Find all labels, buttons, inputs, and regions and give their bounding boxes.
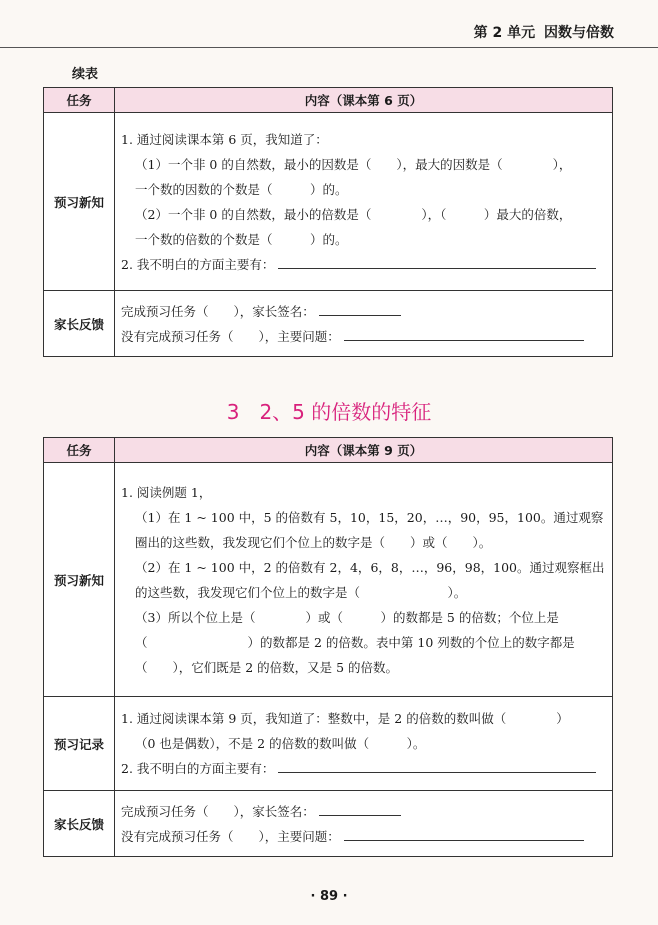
- question-text: 2. 我不明白的方面主要有：: [121, 256, 275, 272]
- signature-blank[interactable]: [319, 801, 401, 816]
- text-line: （1）一个非 0 的自然数，最小的因数是（ ），最大的因数是（ ），: [135, 156, 572, 172]
- text-line: 的这些数，我发现它们个位上的数字是（ ）。: [135, 584, 467, 600]
- row-label-record: 预习记录: [44, 697, 115, 791]
- row-label-preview: 预习新知: [44, 463, 115, 697]
- text-line: 一个数的倍数的个数是（ ）的。: [135, 231, 348, 247]
- unit-number: 第 2 单元: [473, 25, 536, 41]
- col-header-content: 内容（课本第 6 页）: [115, 88, 613, 113]
- text-line: 1. 阅读例题 1，: [121, 484, 212, 500]
- feedback-line: [121, 299, 606, 324]
- text-line: （ ），它们既是 2 的倍数，又是 5 的倍数。: [135, 659, 399, 675]
- continued-label: 续表: [72, 67, 99, 82]
- text-line: （3）所以个位上是（ ）或（ ）的数都是 5 的倍数；个位上是: [135, 609, 559, 625]
- text-line: 圈出的这些数，我发现它们个位上的数字是（ ）或（ ）。: [135, 534, 492, 550]
- page-header: [470, 22, 614, 42]
- preview-table-2: [43, 437, 613, 857]
- feedback-content: [115, 791, 613, 857]
- feedback-line: [121, 799, 606, 824]
- feedback-text: 完成预习任务（ ），家长签名：: [121, 803, 315, 819]
- row-label-feedback: 家长反馈: [44, 291, 115, 357]
- header-rule: [0, 47, 658, 48]
- feedback-line: [121, 824, 606, 849]
- text-line: 1. 通过阅读课本第 6 页，我知道了：: [121, 131, 328, 147]
- answer-blank[interactable]: [278, 758, 596, 773]
- question-text: 2. 我不明白的方面主要有：: [121, 761, 275, 776]
- col-header-task: 任务: [44, 438, 115, 463]
- signature-blank[interactable]: [319, 301, 401, 316]
- page-number: · 89 ·: [310, 889, 348, 904]
- unit-title: 因数与倍数: [544, 25, 614, 41]
- text-line: （2）一个非 0 的自然数，最小的倍数是（ ），（ ）最大的倍数，: [135, 206, 572, 222]
- text-line: 1. 通过阅读课本第 9 页，我知道了：整数中，是 2 的倍数的数叫做（ ）: [121, 711, 569, 726]
- feedback-line: [121, 324, 606, 349]
- answer-blank[interactable]: [278, 254, 596, 269]
- question-line: [121, 756, 606, 781]
- text-line: （2）在 1 ~ 100 中，2 的倍数有 2，4，6，8，…，96，98，100。通过观察框出: [135, 559, 605, 575]
- preview-content: [115, 463, 613, 697]
- text-line: （1）在 1 ~ 100 中，5 的倍数有 5，10，15，20，…，90，95，100。通过观察: [135, 509, 604, 525]
- feedback-content: [115, 291, 613, 357]
- problem-blank[interactable]: [344, 326, 584, 341]
- section-title: 3 2、5 的倍数的特征: [226, 400, 432, 424]
- feedback-text: 没有完成预习任务（ ），主要问题：: [121, 828, 340, 844]
- text-line: 一个数的因数的个数是（ ）的。: [135, 181, 348, 197]
- col-header-task: 任务: [44, 88, 115, 113]
- preview-table-1: [43, 87, 613, 357]
- feedback-text: 没有完成预习任务（ ），主要问题：: [121, 328, 340, 344]
- problem-blank[interactable]: [344, 826, 584, 841]
- col-header-content: 内容（课本第 9 页）: [115, 438, 613, 463]
- row-label-preview: 预习新知: [44, 113, 115, 291]
- preview-content: [115, 113, 613, 291]
- record-content: [115, 697, 613, 791]
- row-label-feedback: 家长反馈: [44, 791, 115, 857]
- text-line: （0 也是偶数），不是 2 的倍数的数叫做（ ）。: [135, 736, 426, 751]
- question-line: [121, 252, 606, 277]
- feedback-text: 完成预习任务（ ），家长签名：: [121, 303, 315, 319]
- text-line: （ ）的数都是 2 的倍数。表中第 10 列数的个位上的数字都是: [135, 634, 575, 650]
